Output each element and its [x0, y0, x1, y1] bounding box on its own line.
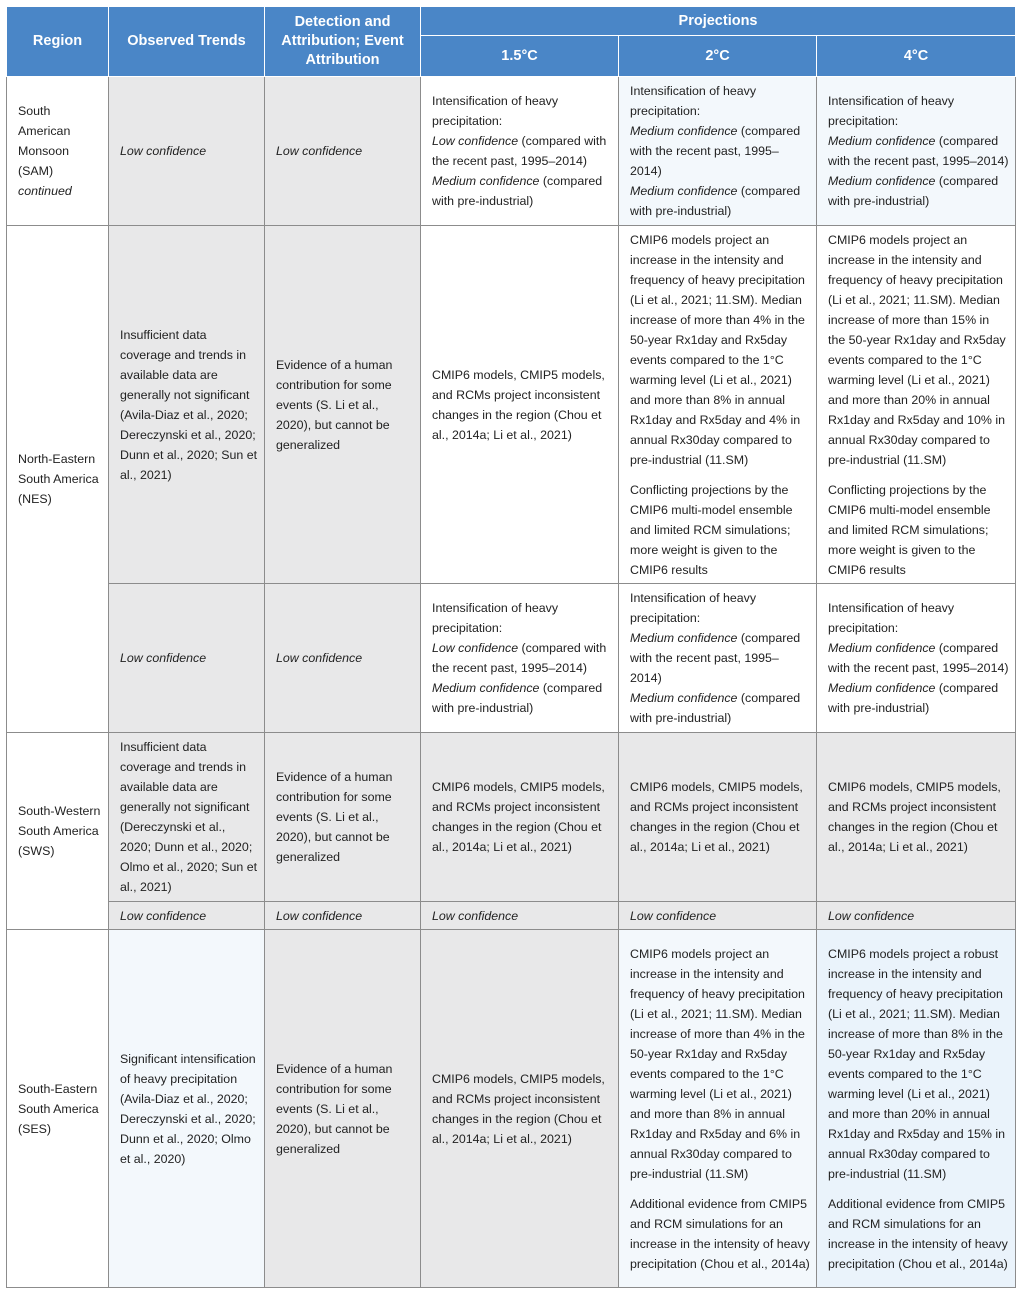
- header-4c: 4°C: [817, 36, 1016, 77]
- nes-proj-4c: [817, 226, 1016, 584]
- sws-proj-4c-2: Low confidence: [817, 902, 1016, 930]
- confidence-detail: (compared with pre-industrial): [828, 681, 999, 715]
- region-ses: South-Eastern South America (SES): [7, 930, 109, 1288]
- row-nes-1: [7, 226, 1016, 584]
- confidence-detail: (compared with the recent past, 1995–2014): [828, 134, 1009, 168]
- confidence-label: Medium confidence: [630, 124, 738, 138]
- nes-proj-1-5c: CMIP6 models, CMIP5 models, and RCMs project inconsistent changes in the region (Chou et al., 2014a; Li et al., 2021): [421, 226, 619, 584]
- confidence-label: Medium confidence: [630, 691, 738, 705]
- proj-paragraph: CMIP6 models project a robust increase in the intensity and frequency of heavy precipitation (Li et al., 2021; 11.SM). Median increase of more than 8% in the 50-year Rx1day and Rx5day events compared to the 1°C warming level (Li et al., 2021) and more than 20% in annual Rx1day and Rx5day and 15% in annual Rx30day compared to pre-industrial (11.SM): [828, 946, 1006, 1181]
- row-sam: [7, 77, 1016, 226]
- proj-intro: Intensification of heavy precipitation:: [828, 94, 955, 128]
- assessment-table-container: [6, 6, 1015, 1288]
- confidence-label: Medium confidence: [432, 681, 540, 695]
- ses-proj-1-5c: CMIP6 models, CMIP5 models, and RCMs project inconsistent changes in the region (Chou et al., 2014a; Li et al., 2021): [421, 930, 619, 1288]
- nes-proj-2c-2: [619, 584, 817, 733]
- confidence-detail: (compared with pre-industrial): [630, 184, 801, 218]
- nes-proj-2c: [619, 226, 817, 584]
- confidence-label: Medium confidence: [630, 631, 738, 645]
- confidence-label: Medium confidence: [432, 174, 540, 188]
- sws-detection: Evidence of a human contribution for some events (S. Li et al., 2020), but cannot be generalized: [265, 733, 421, 902]
- sam-proj-4c: [817, 77, 1016, 226]
- confidence-detail: (compared with the recent past, 1995–2014): [828, 641, 1009, 675]
- confidence-detail: (compared with pre-industrial): [432, 681, 603, 715]
- row-ses: [7, 930, 1016, 1288]
- confidence-label: Medium confidence: [828, 681, 936, 695]
- header-row-1: [7, 7, 1016, 36]
- proj-intro: Intensification of heavy precipitation:: [828, 601, 955, 635]
- proj-intro: Intensification of heavy precipitation:: [432, 601, 559, 635]
- proj-intro: Intensification of heavy precipitation:: [630, 591, 757, 625]
- confidence-label: Low confidence: [432, 641, 519, 655]
- ses-proj-2c: [619, 930, 817, 1288]
- confidence-detail: (compared with pre-industrial): [630, 691, 801, 725]
- ses-detection: Evidence of a human contribution for some events (S. Li et al., 2020), but cannot be generalized: [265, 930, 421, 1288]
- sam-proj-1-5c: [421, 77, 619, 226]
- proj-paragraph: Additional evidence from CMIP5 and RCM simulations for an increase in the intensity of heavy precipitation (Chou et al., 2014a): [630, 1196, 810, 1271]
- sws-proj-4c: CMIP6 models, CMIP5 models, and RCMs project inconsistent changes in the region (Chou et al., 2014a; Li et al., 2021): [817, 733, 1016, 902]
- proj-paragraph: CMIP6 models project an increase in the intensity and frequency of heavy precipitation (Li et al., 2021; 11.SM). Median increase of more than 15% in the 50-year Rx1day and Rx5day events compared to the 1°C warming level (Li et al., 2021) and more than 20% in annual Rx1day and Rx5day and 10% in annual Rx30day compared to pre-industrial (11.SM): [828, 232, 1006, 467]
- nes-detection-2: Low confidence: [265, 584, 421, 733]
- nes-detection: Evidence of a human contribution for some events (S. Li et al., 2020), but cannot be generalized: [265, 226, 421, 584]
- region-nes: North-Eastern South America (NES): [7, 226, 109, 733]
- header-projections: Projections: [421, 7, 1016, 36]
- proj-paragraph: Conflicting projections by the CMIP6 multi-model ensemble and limited RCM simulations; more weight is given to the CMIP6 results: [828, 482, 991, 577]
- sws-proj-2c-2: Low confidence: [619, 902, 817, 930]
- confidence-detail: (compared with the recent past, 1995–2014): [630, 124, 801, 178]
- sws-detection-2: Low confidence: [265, 902, 421, 930]
- region-continued: continued: [18, 184, 72, 198]
- row-sws-2: [7, 902, 1016, 930]
- sws-proj-1-5c-2: Low confidence: [421, 902, 619, 930]
- header-detection-attribution: Detection and Attribution; Event Attribution: [265, 7, 421, 77]
- confidence-detail: (compared with the recent past, 1995–2014): [432, 641, 607, 675]
- proj-intro: Intensification of heavy precipitation:: [630, 84, 757, 118]
- header-observed-trends: Observed Trends: [109, 7, 265, 77]
- confidence-detail: (compared with the recent past, 1995–2014): [432, 134, 607, 168]
- row-nes-2: [7, 584, 1016, 733]
- header-1-5c: 1.5°C: [421, 36, 619, 77]
- proj-paragraph: Additional evidence from CMIP5 and RCM simulations for an increase in the intensity of heavy precipitation (Chou et al., 2014a): [828, 1196, 1008, 1271]
- ses-proj-4c: [817, 930, 1016, 1288]
- region-sam: [7, 77, 109, 226]
- assessment-table: [6, 6, 1016, 1288]
- sam-proj-2c: [619, 77, 817, 226]
- confidence-detail: (compared with pre-industrial): [432, 174, 603, 208]
- nes-observed: Insufficient data coverage and trends in available data are generally not significant (Avila-Diaz et al., 2020; Dereczynski et al., 2020; Dunn et al., 2020; Sun et al., 2021): [109, 226, 265, 584]
- sws-proj-2c: CMIP6 models, CMIP5 models, and RCMs project inconsistent changes in the region (Chou et al., 2014a; Li et al., 2021): [619, 733, 817, 902]
- confidence-detail: (compared with pre-industrial): [828, 174, 999, 208]
- sam-detection: Low confidence: [265, 77, 421, 226]
- sws-proj-1-5c: CMIP6 models, CMIP5 models, and RCMs project inconsistent changes in the region (Chou et al., 2014a; Li et al., 2021): [421, 733, 619, 902]
- confidence-label: Medium confidence: [630, 184, 738, 198]
- confidence-label: Medium confidence: [828, 174, 936, 188]
- row-sws-1: [7, 733, 1016, 902]
- header-region: Region: [7, 7, 109, 77]
- proj-paragraph: Conflicting projections by the CMIP6 multi-model ensemble and limited RCM simulations; more weight is given to the CMIP6 results: [630, 482, 793, 577]
- confidence-label: Medium confidence: [828, 134, 936, 148]
- proj-intro: Intensification of heavy precipitation:: [432, 94, 559, 128]
- sam-observed: Low confidence: [109, 77, 265, 226]
- nes-observed-2: Low confidence: [109, 584, 265, 733]
- sws-observed-2: Low confidence: [109, 902, 265, 930]
- ses-observed: Significant intensification of heavy precipitation (Avila-Diaz et al., 2020; Dereczynski et al., 2020; Dunn et al., 2020; Olmo et al., 2020): [109, 930, 265, 1288]
- confidence-label: Low confidence: [432, 134, 519, 148]
- header-2c: 2°C: [619, 36, 817, 77]
- confidence-label: Medium confidence: [828, 641, 936, 655]
- proj-paragraph: CMIP6 models project an increase in the intensity and frequency of heavy precipitation (Li et al., 2021; 11.SM). Median increase of more than 4% in the 50-year Rx1day and Rx5day events compared to the 1°C warming level (Li et al., 2021) and more than 8% in annual Rx1day and Rx5day and 6% in annual Rx30day compared to pre-industrial (11.SM): [630, 946, 805, 1181]
- nes-proj-4c-2: [817, 584, 1016, 733]
- region-name: South American Monsoon (SAM): [18, 104, 71, 178]
- nes-proj-1-5c-2: [421, 584, 619, 733]
- confidence-detail: (compared with the recent past, 1995–2014): [630, 631, 801, 685]
- proj-paragraph: CMIP6 models project an increase in the intensity and frequency of heavy precipitation (Li et al., 2021; 11.SM). Median increase of more than 4% in the 50-year Rx1day and Rx5day events compared to the 1°C warming level (Li et al., 2021) and more than 8% in annual Rx1day and Rx5day and 4% in annual Rx30day compared to pre-industrial (11.SM): [630, 232, 805, 467]
- region-sws: South-Western South America (SWS): [7, 733, 109, 930]
- sws-observed: Insufficient data coverage and trends in available data are generally not significant (Dereczynski et al., 2020; Dunn et al., 2020; Olmo et al., 2020; Sun et al., 2021): [109, 733, 265, 902]
